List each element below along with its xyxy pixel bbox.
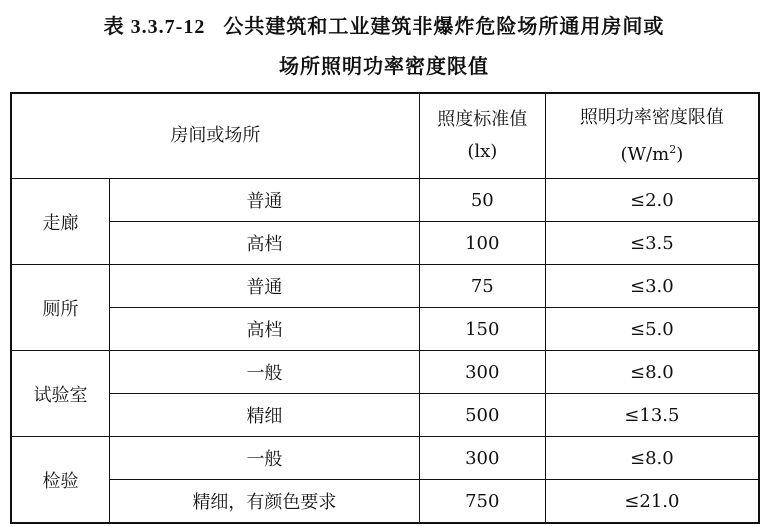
table-row (11, 222, 759, 265)
subcategory-cell: 普通 (110, 179, 420, 222)
header-lpd-name: 照明功率密度限值 (579, 106, 724, 128)
table-number: 表 3.3.7-12 (103, 16, 206, 38)
lpd-cell: ≤13.5 (545, 394, 759, 437)
illuminance-cell: 750 (419, 480, 545, 524)
category-cell: 检验 (11, 437, 110, 524)
header-illuminance-unit: (lx) (467, 141, 498, 162)
table-row (11, 394, 759, 437)
category-cell: 走廊 (11, 179, 110, 265)
table-row (11, 480, 759, 524)
lpd-cell: ≤8.0 (545, 437, 759, 480)
illuminance-cell: 150 (419, 308, 545, 351)
table-row (11, 179, 759, 222)
header-lpd-unit: $(W/m^2)$ (620, 142, 684, 165)
subcategory-cell: 一般 (110, 437, 420, 480)
subcategory-cell: 精细 (110, 394, 420, 437)
table-row (11, 437, 759, 480)
illuminance-cell: 500 (419, 394, 545, 437)
lpd-cell: ≤3.0 (545, 265, 759, 308)
category-cell: 试验室 (11, 351, 110, 437)
header-place: 房间或场所 (11, 93, 419, 179)
lighting-power-density-table (10, 92, 760, 524)
lpd-cell: ≤8.0 (545, 351, 759, 394)
illuminance-cell: 100 (419, 222, 545, 265)
lpd-cell: ≤2.0 (545, 179, 759, 222)
table-row (11, 308, 759, 351)
illuminance-cell: 50 (419, 179, 545, 222)
illuminance-cell: 300 (419, 437, 545, 480)
category-cell: 厕所 (11, 265, 110, 351)
header-illuminance (419, 93, 545, 179)
subcategory-cell: 一般 (110, 351, 420, 394)
illuminance-cell: 300 (419, 351, 545, 394)
table-row (11, 351, 759, 394)
header-illuminance-name: 照度标准值 (437, 109, 528, 130)
subcategory-cell: 高档 (110, 222, 420, 265)
header-row (11, 93, 759, 179)
illuminance-cell: 75 (419, 265, 545, 308)
subcategory-cell: 高档 (110, 308, 420, 351)
lpd-cell: ≤5.0 (545, 308, 759, 351)
lpd-cell: ≤3.5 (545, 222, 759, 265)
table-row (11, 265, 759, 308)
subcategory-cell: 普通 (110, 265, 420, 308)
lpd-cell: ≤21.0 (545, 480, 759, 524)
table-title (0, 10, 768, 39)
header-lpd (545, 93, 759, 179)
table-title-line1: 公共建筑和工业建筑非爆炸危险场所通用房间或 (223, 14, 665, 38)
table-title-line2: 场所照明功率密度限值 (279, 54, 489, 78)
subcategory-cell: 精细，有颜色要求 (110, 480, 420, 524)
